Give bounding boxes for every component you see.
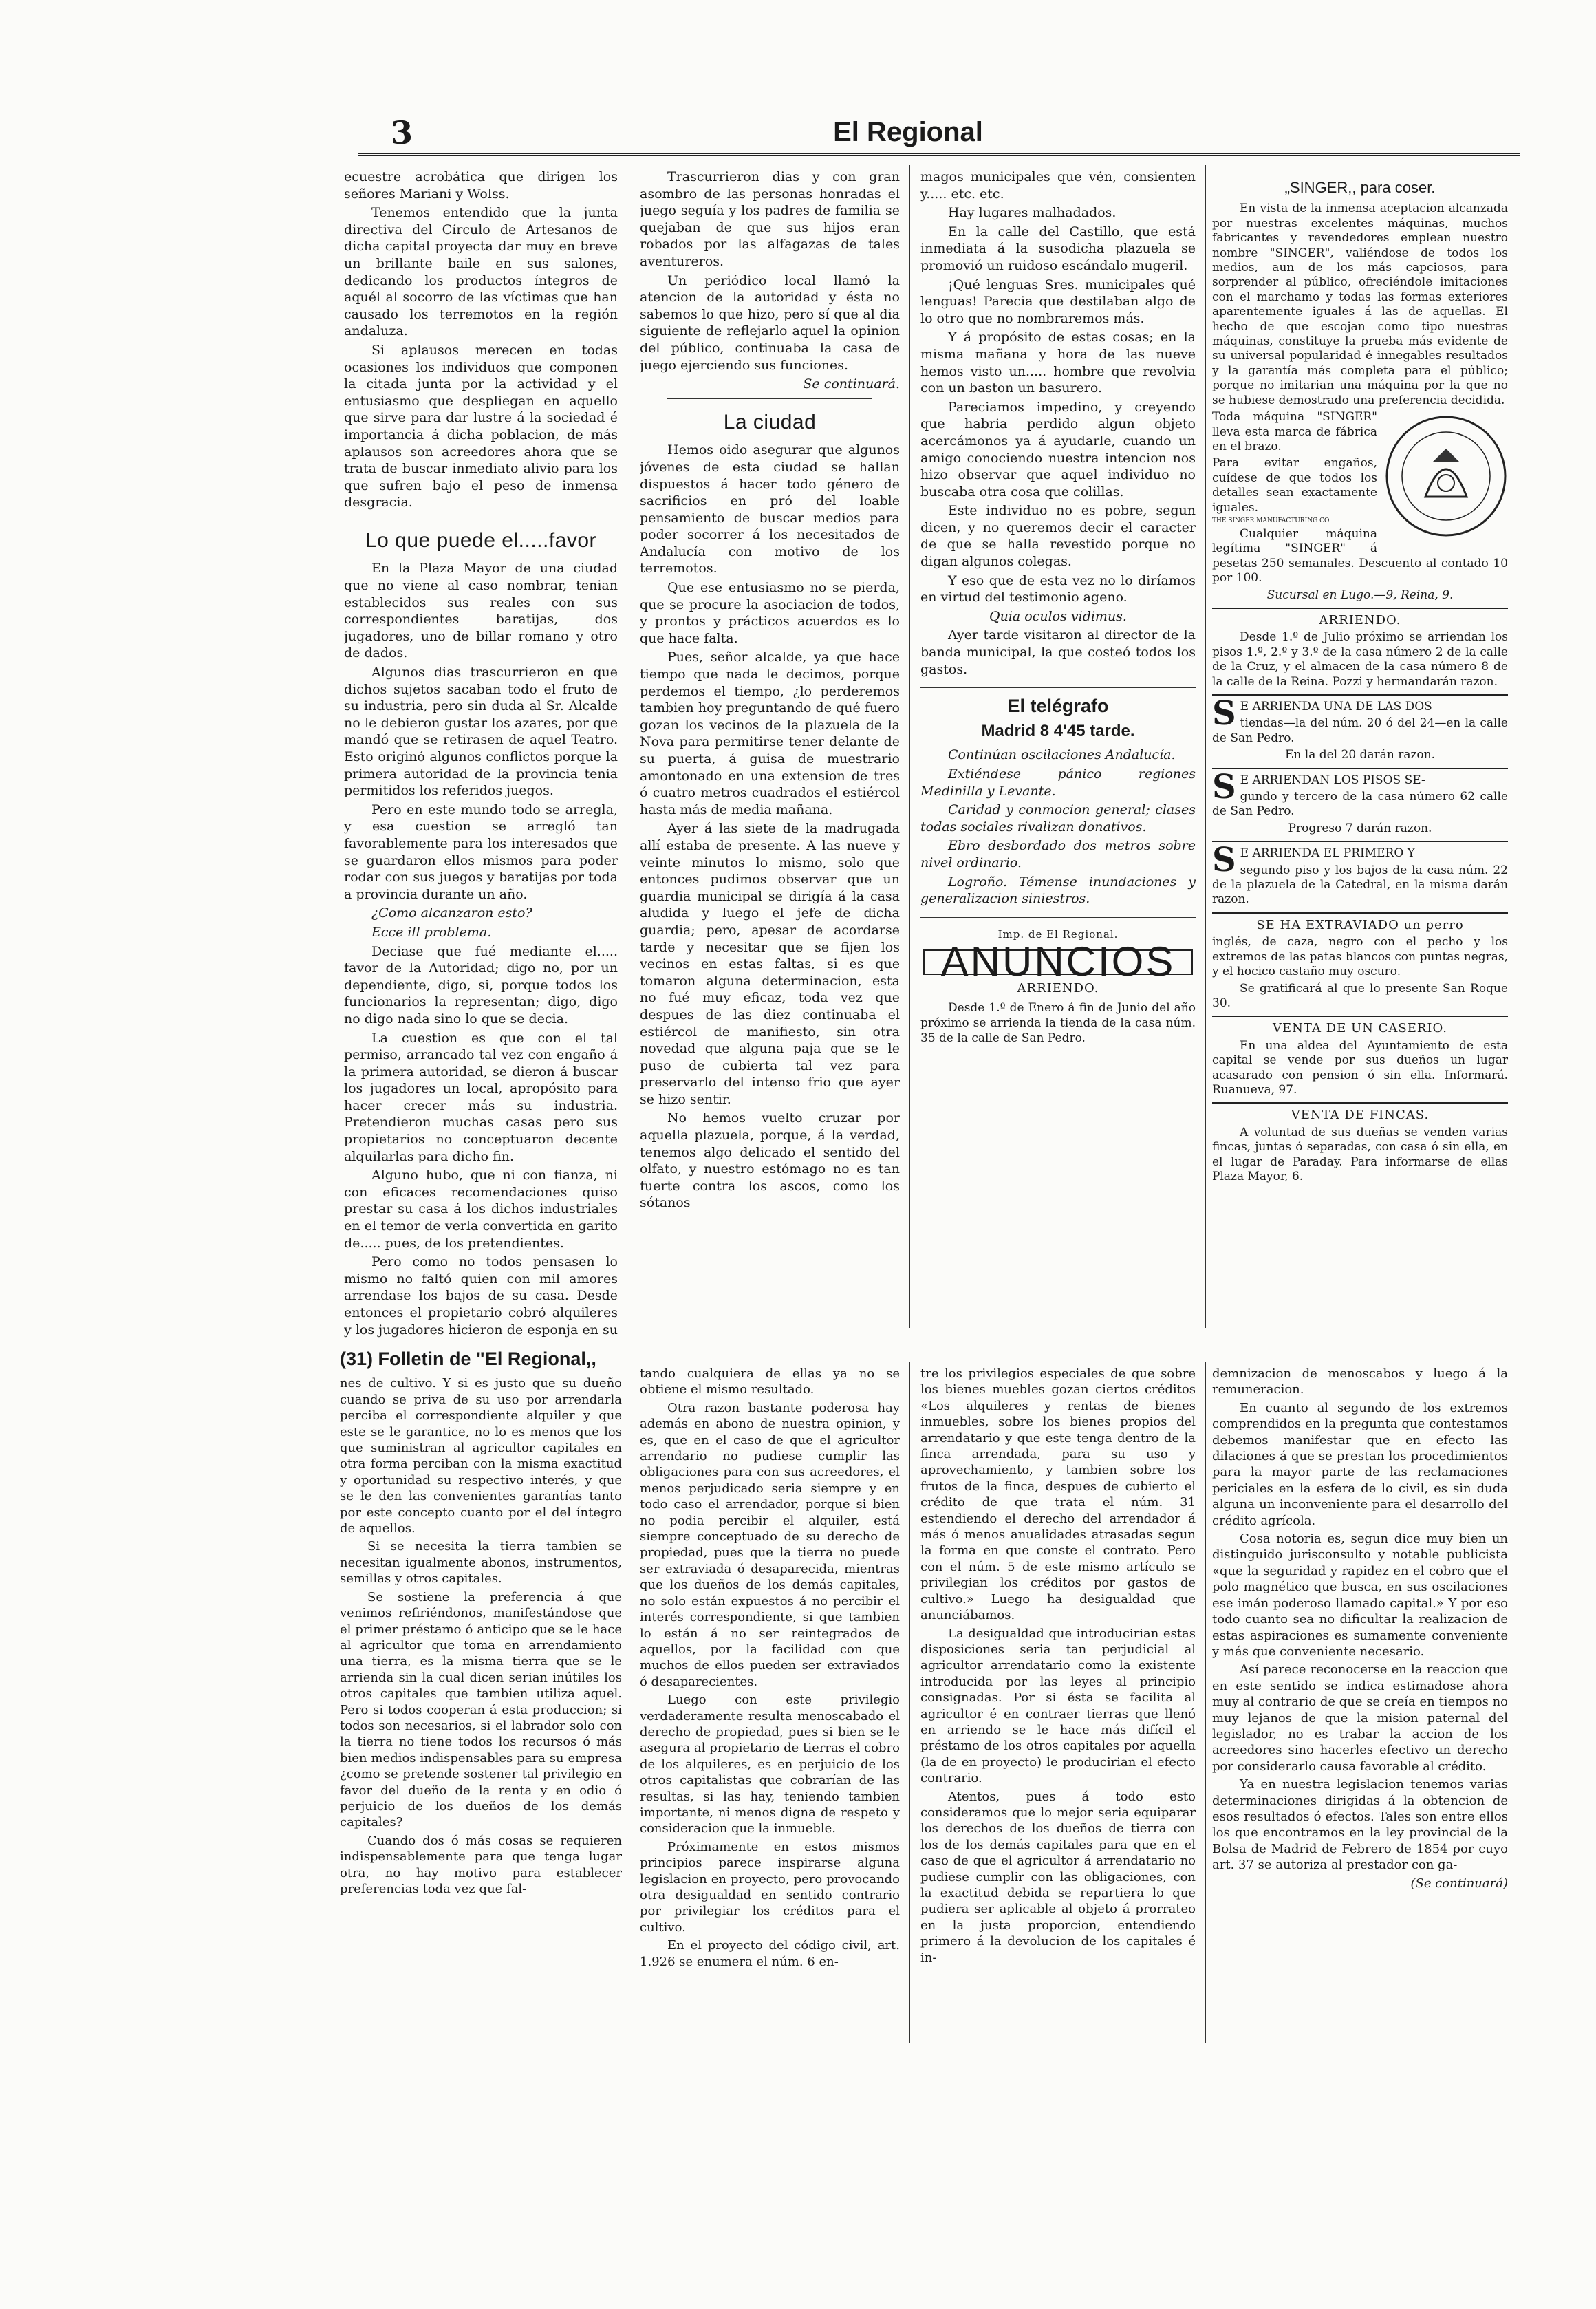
- ad-heading: ARRIENDO.: [1017, 980, 1099, 996]
- folletin-column-4: [1212, 1366, 1508, 2040]
- article-paragraph: Pero en este mundo todo se arregla, y esa cuestion se arregló tan favorablemente para los interesados que se guardaron ellos mismos para poder rodar con sus juegos y baratijas por toda a provincia durante un año.: [344, 802, 618, 902]
- continuara-note: Se continuará.: [803, 376, 900, 392]
- folletin-paragraph: Cuando dos ó más cosas se requieren indispensablemente para que tenga lugar otra, no hay motivo para establecer preferencias toda vez que fal-: [340, 1833, 622, 1896]
- ad-heading: ARRIENDO.: [1319, 612, 1401, 627]
- article-paragraph: Deciase que fué mediante el..... favor de la Autoridad; digo no, por un dependiente, digo, si, porque todos los funcionarios la representan; digo, digo no digo nada sino lo que se decia.: [344, 943, 618, 1027]
- ad-block: [1212, 1013, 1508, 1017]
- ad-text: Para evitar engaños, cuídese de que todos los detalles sean exactamente iguales.: [1212, 456, 1377, 515]
- ad-block: [1212, 838, 1508, 842]
- folletin-column-2: [640, 1366, 900, 2040]
- folletin-paragraph: Cosa notoria es, segun dice muy bien un distinguido jurisconsulto y notable publicista «que la seguridad y rapidez en el cobro que el polo magnético que busca, en sus oscilaciones ese imán poderoso llamado capital.» Y por eso todo cuanto sea no dificultar la realizacion de estas aspiraciones es sumamente conveniente y más que conveniente necesario.: [1212, 1532, 1508, 1659]
- article-paragraph: Ecce ill problema.: [371, 924, 492, 940]
- column-divider: [909, 165, 910, 1328]
- article-paragraph: magos municipales que vén, consienten y..... etc. etc.: [920, 169, 1196, 202]
- column-2: [640, 169, 900, 1338]
- page-number: 3: [391, 114, 413, 151]
- article-paragraph: Y eso que de esta vez no lo diríamos en virtud del testimonio ageno.: [920, 572, 1196, 605]
- ad-text: gundo y tercero de la casa número 62 calle de San Pedro.: [1212, 790, 1508, 819]
- ad-text: En una aldea del Ayuntamiento de esta capital se vende por sus dueños un lugar acasarado con pension ó sin ella. Informará. Ruanueva, 97.: [1212, 1038, 1508, 1097]
- ad-heading: S E ARRIENDA UNA DE LAS DOS: [1212, 694, 1432, 733]
- section-title: La ciudad: [723, 410, 817, 433]
- article-paragraph: Y á propósito de estas cosas; en la misma mañana y hora de las nueve hemos visto un..... hombre que revolvia con un baston un basurero.: [920, 330, 1196, 396]
- telegram: Caridad y conmocion general; clases todas sociales rivalizan donativos.: [920, 802, 1196, 835]
- telegrafo-title: El telégrafo: [1007, 696, 1109, 717]
- ad-text: Desde 1.º de Enero á fin de Junio del año próximo se arrienda la tienda de la casa núm. 35 de la calle de San Pedro.: [920, 1000, 1196, 1045]
- folletin-paragraph: Luego con este privilegio verdaderamente resulta menoscabado el derecho de propiedad, pues si bien se le asegura al propietario de tierras el cobro de los alquileres, es en perjuicio de los otros capitalistas que cobrarían de las resultas, si las hay, teniendo tambien importante, ni menos digna de respeto y consideracion que la inmueble.: [640, 1693, 900, 1836]
- ad-text: Desde 1.º de Julio próximo se arriendan los pisos 1.º, 2.º y 3.º de la casa número 2 de la calle de la Cruz, y el almacen de la casa número 8 de la calle de la Reina. Pozzi y hermandarán razon.: [1212, 630, 1508, 689]
- masthead-title: El Regional: [833, 117, 983, 147]
- article-paragraph: En la calle del Castillo, que está inmediata á la susodicha plazuela se promovió un ruidoso escándalo mugeril.: [920, 224, 1196, 273]
- column-3: [920, 169, 1196, 1338]
- ad-block: [1212, 910, 1508, 914]
- column-divider: [1205, 1362, 1206, 2043]
- separator: [920, 917, 1196, 919]
- ad-heading: VENTA DE FINCAS.: [1291, 1108, 1430, 1123]
- ad-text: Toda máquina "SINGER" lleva esta marca de fábrica en el brazo.: [1212, 410, 1377, 453]
- telegram: Ebro desbordado dos metros sobre nivel ordinario.: [920, 838, 1196, 870]
- folletin-paragraph: En cuanto al segundo de los extremos comprendidos en la pregunta que contestamos debemos manifestar que en efecto las dilaciones á que se prestan los procedimientos para la mayor parte de las reclamaciones periciales en la esfera de lo civil, es sin duda alguna un inconveniente para el desarrollo del crédito agrícola.: [1212, 1400, 1508, 1528]
- ad-text: En vista de la inmensa aceptacion alcanzada por nuestras excelentes máquinas, muchos fabricantes y revendedores emplean nuestro nombre "SINGER", valiéndose de todos los medios, aun de los más capciosos, para sorprender al público, ofreciéndole imitaciones con el marchamo y todas las formas exteriores aparentemente iguales á las de aquellas. El hecho de que escojan como tipo nuestras máquinas, constituye la prueba más evidente de su universal popularidad é innegables resultados y la garantía más completa para el público; porque no imitarian una máquina por la que no se hubiese demostrado una preferencia decidida.: [1212, 202, 1508, 407]
- folletin-paragraph: Ya en nuestra legislacion tenemos varias determinaciones dirigidas á la obtencion de esos resultados ó efectos. Tales son entre ellos los que encontramos en la ley provincial de la Bolsa de Madrid de Febrero de 1854 por cuyo art. 37 se autoriza al prestador con ga-: [1212, 1777, 1508, 1873]
- header-rule: [358, 153, 1520, 156]
- ad-heading: VENTA DE UN CASERIO.: [1273, 1021, 1447, 1036]
- folletin-paragraph: Se sostiene la preferencia á que venimos refiriéndonos, manifestándose que el primer préstamo ó anticipo que se le hace al agricultor que toma en arrendamiento una tierra, es la misma tierra que se le arrienda sin la cual dicen serian inútiles los otros capitales que tambien utiliza aquel. Pero si todos cooperan á esta produccion; si todos son necesarios, si el labrador solo con la tierra no tiene todos los recursos ó más bien medios indispensables para su empresa ¿como se pretende sostener tal privilegio en favor del dueño de la renta y en odio ó perjuicio de los dueños de los demás capitales?: [340, 1589, 622, 1830]
- article-paragraph: Alguno hubo, que ni con fianza, ni con eficaces recomendaciones quiso prestar su casa á los dichos industriales en el temor de verla convertida en garito de..... pues, de los pretendientes.: [344, 1168, 618, 1251]
- folletin-paragraph: Próximamente en estos mismos principios parece inspirarse alguna legislacion en proyecto, pero provocando otra desigualdad en sentido contrario por privilegiar los créditos para el cultivo.: [640, 1839, 900, 1935]
- separator: [920, 687, 1196, 689]
- article-paragraph: En la Plaza Mayor de una ciudad que no viene al caso nombrar, tenian establecidos sus reales con sus correspondientes baratijas, dos jugadores, uno de billar romano y otro de dados.: [344, 561, 618, 661]
- ad-heading: S E ARRIENDA EL PRIMERO Y: [1212, 841, 1415, 880]
- folletin-paragraph: tre los privilegios especiales de que sobre los bienes muebles gozan ciertos créditos «Los alquileres y rentas de bienes inmuebles, sobre los bienes propios del arrendatario y que este tenga dentro de la finca arrendada, para su uso y aprovechamiento, y tambien sobre los frutos de la finca, despues de cubierto el crédito de que trata el núm. 31 estendiendo el derecho del arrendador á más ó menos anualidades atrasadas segun la forma en que conste el contrato. Pero con el núm. 5 de este mismo artículo se privilegian los créditos por gastos de cultivo.» Luego ha desigualdad que anunciábamos.: [920, 1366, 1196, 1623]
- article-paragraph: Que ese entusiasmo no se pierda, que se procure la asociacion de todos, y prontos y prácticos acuerdos es lo que hace falta.: [640, 580, 900, 646]
- folletin-paragraph: En el proyecto del código civil, art. 1.926 se enumera el núm. 6 en-: [640, 1938, 900, 1969]
- ad-text: Sucursal en Lugo.—9, Reina, 9.: [1266, 588, 1454, 602]
- article-paragraph: ecuestre acrobática que dirigen los señores Mariani y Wolss.: [344, 169, 618, 202]
- folletin-column-1: [340, 1349, 622, 2037]
- article-paragraph: ¡Qué lenguas Sres. municipales qué lenguas! Parecia que destilaban algo de lo otro que no nombraremos más.: [920, 277, 1196, 326]
- ad-block: [1212, 605, 1508, 609]
- folletin-paragraph: Otra razon bastante poderosa hay además en abono de nuestra opinion, y es, que en el caso de que el agricultor arrendario no pudiese cumplir las obligaciones para con sus acreedores, el menos perjudicado seria siempre y en todo caso el arrendador, porque si bien no podia percibir el alquiler, está siempre conceptuado de su derecho de propiedad, pues que la tierra no puede ser extraviada ó desaparecida, mientras que los dueños de los demás capitales, no solo están expuestos á no percibir el interés correspondiente, si que tambien lo están á no ser reintegrados de aquellos, por la facilidad con que muchos de ellos pueden ser extraviados ó desaparecientes.: [640, 1400, 900, 1689]
- ad-text: A voluntad de sus dueñas se venden varias fincas, juntas ó separadas, con casa ó sin ella, en el lugar de Paraday. Para informarse de ellas Plaza Mayor, 6.: [1212, 1125, 1508, 1183]
- ad-text: tiendas—la del núm. 20 ó del 24—en la calle de San Pedro.: [1212, 716, 1508, 745]
- singer-title: „SINGER,, para coser.: [1284, 179, 1436, 196]
- ad-block: [1212, 691, 1508, 696]
- telegram: Extiéndese pánico regiones Medinilla y Levante.: [920, 766, 1196, 799]
- column-1: [344, 169, 618, 1338]
- continuara-note: (Se continuará): [1410, 1876, 1508, 1891]
- telegrafo-dateline: Madrid 8 4'45 tarde.: [981, 721, 1135, 740]
- folletin-paragraph: nes de cultivo. Y si es justo que su dueño cuando se priva de su uso por arrendarla perciba el correspondiente alquiler y que este se le garantice, no lo es menos que los que suministran al agricultor capitales en otra forma perciban con la misma exactitud y oportunidad su respectivo interés, y que se le den las convenientes garantías tanto por este concepto cuanto por el del íntegro de aquellos.: [340, 1376, 622, 1536]
- article-paragraph: Este individuo no es pobre, segun dicen, y no queremos decir el caracter de que se halla revestido porque no digan algunos colegas.: [920, 503, 1196, 570]
- article-paragraph: Algunos dias trascurrieron en que dichos sujetos sacaban todo el fruto de su industria, pero sin duda al Sr. Alcalde no le debieron gustar los azares, por que mandó que se retirasen de aquel Teatro. Esto originó algunos conflictos porque la primera autoridad de la provincia tenia permitidos los referidos juegos.: [344, 665, 618, 799]
- article-paragraph: La cuestion es que con el tal permiso, arrancado tal vez con engaño á la primera autoridad, se dieron á buscar los jugadores un local, apropósito para hacer crecer más su industria. Pretendieron muchas casas pero sus propietarios no conceptuaron decente alquilarlas para dicho fin.: [344, 1030, 618, 1164]
- ad-text: Cualquier máquina legítima "SINGER" á pesetas 250 semanales. Descuento al contado 10 por 100.: [1212, 526, 1508, 586]
- article-paragraph: No hemos vuelto cruzar por aquella plazuela, porque, á la verdad, tenemos algo delicado el sentido del olfato, y nuestro estómago no es tan fuerte contra los ascos, como los sótanos: [640, 1110, 900, 1211]
- folletin-paragraph: demnizacion de menoscabos y luego á la remuneracion.: [1212, 1366, 1508, 1397]
- telegram: Logroño. Témense inundaciones y generalizacion siniestros.: [920, 874, 1196, 907]
- ad-heading: SE HA EXTRAVIADO un perro: [1256, 917, 1464, 932]
- article-paragraph: Si aplausos merecen en todas ocasiones los individuos que componen la citada junta por la actividad y el entusiasmo que despliegan en aquello que sirve para dar lustre á la sociedad é importancia á dicha poblacion, de más aplausos son acreedores ahora que se trata de buscar inmediato alivio para los que sufren bajo el peso de inmensa desgracia.: [344, 342, 618, 511]
- folletin-rule: [338, 1342, 1520, 1344]
- singer-trademark-icon: [1384, 414, 1508, 538]
- telegram: Continúan oscilaciones Andalucía.: [948, 747, 1176, 763]
- folletin-paragraph: tando cualquiera de ellas ya no se obtiene el mismo resultado.: [640, 1366, 900, 1397]
- folletin-paragraph: La desigualdad que introducirian estas disposiciones seria tan perjudicial al agricultor arrendatario como la existente introducida por las leyes al principio consignadas. Por si ésta se facilita al agricultor é en contraer tierras que llenó en arriendo se le hace más difícil el préstamo de los otros capitales por aquella (la de en proyecto) le producirian el efecto contrario.: [920, 1626, 1196, 1786]
- folletin-column-3: [920, 1366, 1196, 2040]
- ad-text: segundo piso y los bajos de la casa núm. 22 de la plazuela de la Catedral, en la misma darán razon.: [1212, 863, 1508, 907]
- article-paragraph: Pareciamos impedino, y creyendo que habria perdido algun objeto acercámonos ya á ayudarle, cuando un amigo conociendo nuestra intencion nos hizo observar que aquel individuo no buscaba otra cosa que colillas.: [920, 399, 1196, 500]
- folletin-paragraph: Así parece reconocerse en la reaccion que en este sentido se indica estimadose ahora muy al contrario de que se creía en tiempos no muy lejanos de que la mision paternal del legislador, no es trabar la accion de los acreedores sino hacerles efectivo un derecho por considerarlo causa favorable al crédito.: [1212, 1662, 1508, 1774]
- singer-logo-text: THE SINGER MANUFACTURING CO.: [1212, 517, 1331, 524]
- folletin-paragraph: Atentos, pues á todo esto consideramos que lo mejor seria equiparar los derechos de los dueños de tierra con los de los demás capitales para que en el caso de que el agricultor á arrendatario no pudiese cumplir con las obligaciones, con la exactitud debida se repartiera lo que pudiera ser aplicable al objeto á prorrateo en la justa proporcion, entendiendo primero á la devolucion de los capitales é in-: [920, 1789, 1196, 1965]
- article-paragraph: Ayer tarde visitaron al director de la banda municipal, la que costeó todos los gastos.: [920, 627, 1196, 677]
- folletin-title: (31) Folletin de "El Regional,,: [340, 1349, 596, 1369]
- article-paragraph: Tenemos entendido que la junta directiva del Círculo de Artesanos de dicha capital proyecta dar muy en breve un brillante baile en sus salones, dedicando los productos íntegros de aquél al socorro de las víctimas que han causado los terremotos en la región andaluza.: [344, 205, 618, 339]
- column-4: [1212, 172, 1508, 1335]
- ad-text: Progreso 7 darán razon.: [1288, 821, 1432, 835]
- ad-text: En la del 20 darán razon.: [1285, 748, 1435, 762]
- article-paragraph: Ayer á las siete de la madrugada allí estaba de presente. A las nueve y veinte minutos lo mismo, solo que entonces pudimos observar que un guardia municipal se dirigía á la casa aludida y luego el jefe de dicha guardia; pero, apesar de acordarse tarde y necesitar que se fijen los vecinos en estas faltas, si es que tomaron alguna determinacion, esta no fué muy eficaz, toda vez que despues de las diez continuaba el estiércol de manifiesto, sin otra novedad que alguna paja que se le puso de cubierta tal vez para preservarlo del intenso frio que ayer se hizo sentir.: [640, 821, 900, 1107]
- article-paragraph: Un periódico local llamó la atencion de la autoridad y ésta no sabemos lo que hizo, pero sí que al dia siguiente de reflejarlo aquel la opinion del público, continuaba la casa de juego ejerciendo sus funciones.: [640, 272, 900, 373]
- ad-block: [1212, 765, 1508, 769]
- ad-heading: S E ARRIENDAN LOS PISOS SE-: [1212, 767, 1425, 806]
- column-divider: [909, 1362, 910, 2043]
- column-divider: [1205, 165, 1206, 1328]
- separator: [667, 398, 872, 399]
- article-paragraph: Hay lugares malhadados.: [948, 205, 1117, 221]
- anuncios-banner: ANUNCIOS: [923, 949, 1193, 975]
- ad-text: inglés, de caza, negro con el pecho y los extremos de las patas blancos con puntas negras, y el hocico castaño muy oscuro.: [1212, 935, 1508, 979]
- article-paragraph: Quia oculos vidimus.: [989, 608, 1127, 624]
- article-paragraph: Trascurrieron dias y con gran asombro de las personas honradas el juego seguía y los padres de familia se quejaban de que sus hijos eran robados por las alfagazas de tales aventureros.: [640, 169, 900, 269]
- ad-block: [1212, 1099, 1508, 1104]
- article-paragraph: Pues, señor alcalde, ya que hace tiempo que nada le decimos, porque perdemos el tiempo, ¿lo perderemos tambien hoy preguntando de qué fuero gozan los vecinos de la plazuela de la Nova para permitirse tener delante de su puerta, á guisa de muestrario amontonado en una extension de tres ó cuatro metros cuadrados el estiércol hasta más de media mañana.: [640, 649, 900, 817]
- article-paragraph: Pero como no todos pensasen lo mismo no faltó quien con mil amores arrendase los bajos de su casa. Desde entonces el propietario cobró alquileres y los jugadores hicieron de esponja en su: [344, 1254, 618, 1338]
- article-paragraph: Hemos oido asegurar que algunos jóvenes de esta ciudad se hallan dispuestos á hacer todo género de sacrificios en pró del loable pensamiento de buscar medios para poder socorrer á los necesitados de Andalucía con motivo de los terremotos.: [640, 442, 900, 577]
- section-title: Lo que puede el.....favor: [365, 528, 597, 552]
- imprenta-line: Imp. de El Regional.: [998, 927, 1119, 941]
- article-paragraph: ¿Como alcanzaron esto?: [371, 905, 532, 921]
- ad-text: Se gratificará al que lo presente San Roque 30.: [1212, 981, 1508, 1010]
- folletin-paragraph: Si se necesita la tierra tambien se necesitan igualmente abonos, instrumentos, semillas y otros capitales.: [340, 1539, 622, 1587]
